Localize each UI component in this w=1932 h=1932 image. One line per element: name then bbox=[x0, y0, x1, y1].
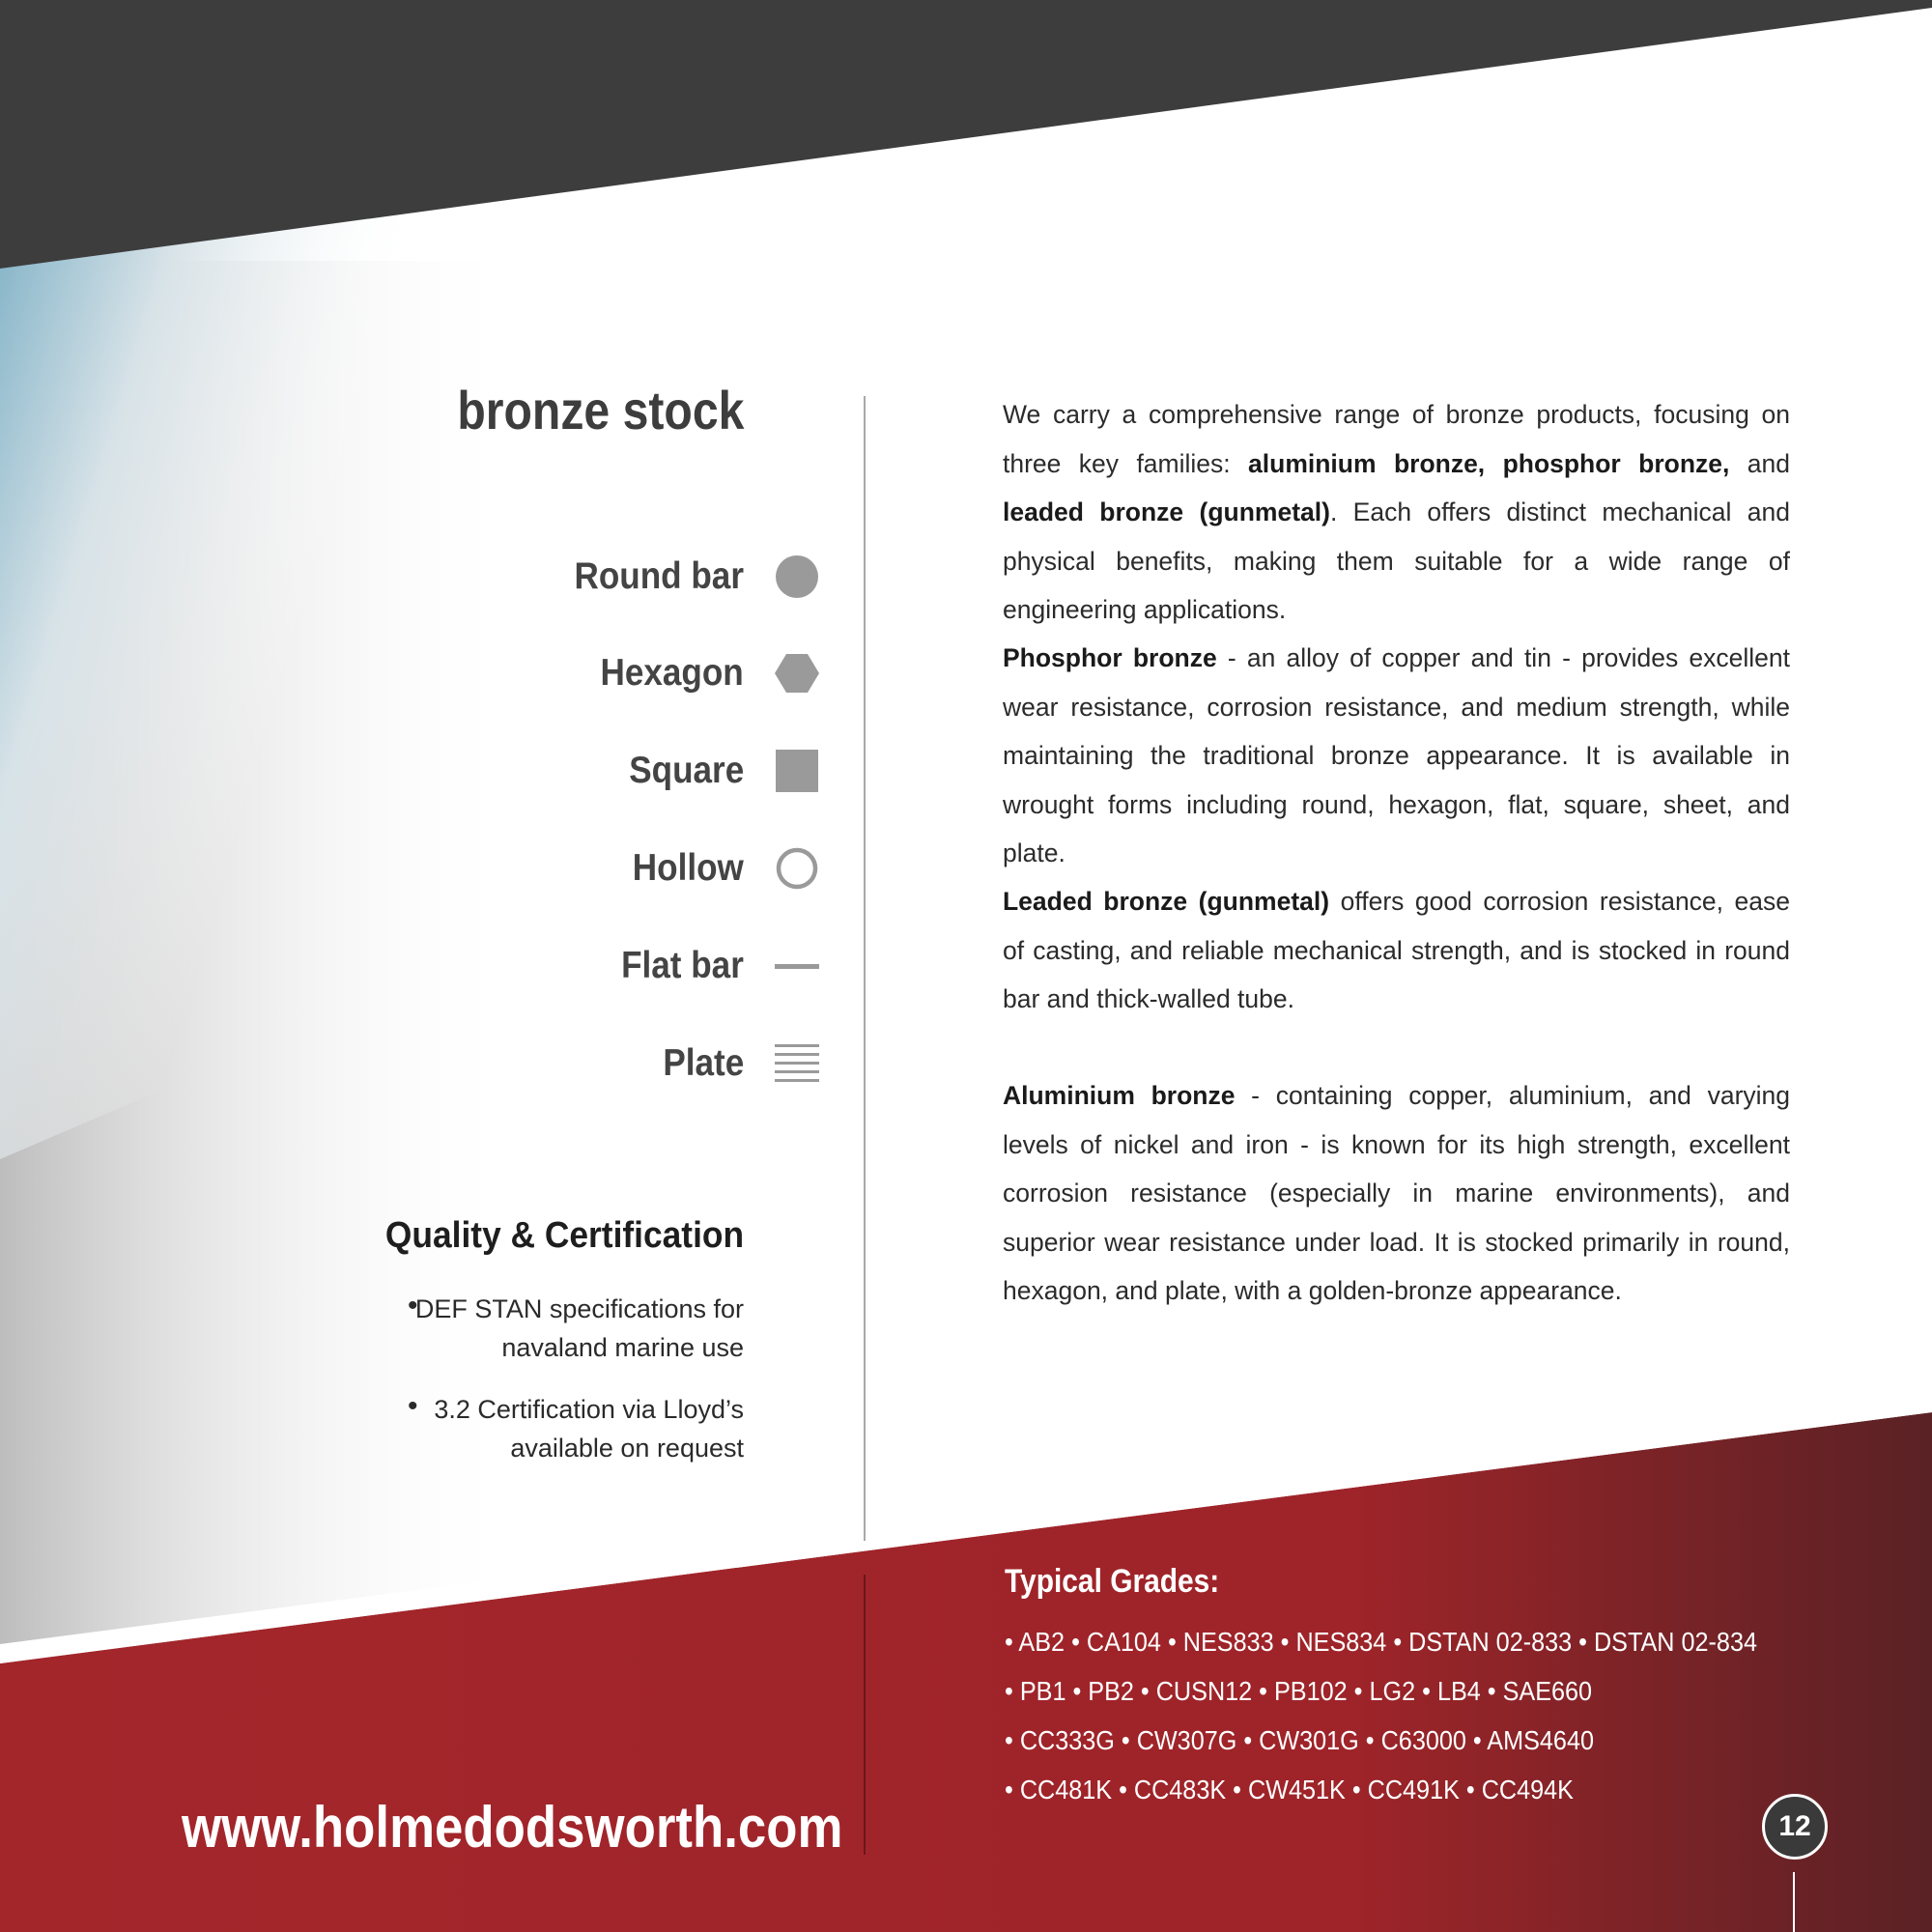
phosphor-name: Phosphor bronze bbox=[1003, 643, 1217, 672]
website-link[interactable]: www.holmedodsworth.com bbox=[182, 1795, 843, 1860]
shape-label: Plate bbox=[663, 1042, 744, 1084]
page-title: bronze stock bbox=[456, 380, 744, 440]
page-number-badge: 12 bbox=[1762, 1794, 1828, 1860]
shape-label: Square bbox=[629, 750, 744, 791]
leaded-paragraph: Leaded bronze (gunmetal) offers good corrosion resistance, ease of casting, and reliable mechanical strength, and is stocked in round bar and thick-walled tube. bbox=[1003, 887, 1791, 1013]
shape-label: Hexagon bbox=[600, 652, 744, 694]
shape-label: Flat bar bbox=[621, 945, 744, 986]
hollow-circle-icon bbox=[773, 845, 821, 892]
quality-item-line: navaland marine use bbox=[501, 1333, 744, 1362]
aluminium-paragraph: Aluminium bronze - containing copper, aluminium, and varying levels of nickel and iron - is known for its high strength, excellent corrosion resistance (especially in marine environments), and superior wear resistance under load. It is stocked primarily in round, hexagon, and plate, with a golden-bronze appearance. bbox=[1003, 1081, 1791, 1305]
quality-item-line: available on request bbox=[510, 1434, 744, 1463]
aluminium-name: Aluminium bronze bbox=[1003, 1081, 1236, 1110]
grades-title: Typical Grades: bbox=[1005, 1563, 1220, 1600]
shape-row-hollow bbox=[483, 839, 840, 897]
plate-icon bbox=[773, 1040, 821, 1087]
square-icon bbox=[773, 748, 821, 794]
shape-row-round-bar bbox=[483, 548, 840, 606]
filled-circle-icon bbox=[773, 554, 821, 600]
quality-item bbox=[338, 1390, 744, 1467]
column-divider bbox=[864, 396, 866, 1541]
header-band bbox=[0, 0, 1932, 269]
shape-row-flat-bar bbox=[483, 937, 840, 995]
hexagon-icon bbox=[773, 650, 821, 696]
quality-item bbox=[338, 1290, 744, 1367]
quality-item-line: 3.2 Certification via Lloyd’s bbox=[434, 1395, 744, 1424]
footer-divider bbox=[864, 1575, 866, 1855]
grade-line: • PB1 • PB2 • CUSN12 • PB102 • LG2 • LB4 • SAE660 bbox=[1005, 1676, 1593, 1706]
quality-item-line: DEF STAN specifications for bbox=[414, 1294, 744, 1323]
shape-row-hexagon bbox=[483, 644, 840, 702]
shape-row-square bbox=[483, 742, 840, 800]
bullet-icon: • bbox=[408, 1290, 418, 1321]
page-number-tick bbox=[1793, 1872, 1795, 1932]
grade-line: • AB2 • CA104 • NES833 • NES834 • DSTAN 02-833 • DSTAN 02-834 bbox=[1005, 1627, 1757, 1657]
phosphor-paragraph: Phosphor bronze - an alloy of copper and tin - provides excellent wear resistance, corrosion resistance, and medium strength, while maintaining the traditional bronze appearance. It is available in wrought forms including round, hexagon, flat, square, sheet, and plate. bbox=[1003, 643, 1790, 867]
shape-label: Hollow bbox=[632, 847, 744, 889]
flat-bar-icon bbox=[773, 943, 821, 989]
shape-label: Round bar bbox=[574, 555, 744, 597]
grade-line: • CC481K • CC483K • CW451K • CC491K • CC494K bbox=[1005, 1775, 1574, 1804]
quality-title: Quality & Certification bbox=[384, 1215, 744, 1256]
leaded-name: Leaded bronze (gunmetal) bbox=[1003, 887, 1330, 916]
intro-paragraph: We carry a comprehensive range of bronze products, focusing on three key families: aluminium bronze, phosphor bronze, and leaded bronze (gunmetal). Each offers distinct mechanical and physical benefits, making them suitable for a wide range of engineering applications. bbox=[1003, 400, 1790, 624]
bullet-icon: • bbox=[408, 1390, 418, 1422]
shape-row-plate bbox=[483, 1035, 840, 1093]
grade-line: • CC333G • CW307G • CW301G • C63000 • AMS4640 bbox=[1005, 1725, 1594, 1755]
